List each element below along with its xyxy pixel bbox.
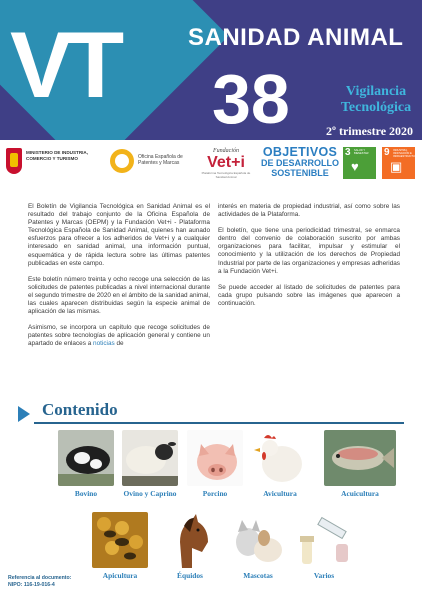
content-item-varios[interactable] [292, 512, 356, 580]
ministerio-name: MINISTERIO DE INDUSTRIA, COMERCIO Y TURISMO [26, 150, 89, 161]
content-item-avicultura[interactable] [248, 430, 312, 498]
sdg-9-label: INDUSTRIA, INNOVACIÓN E INFRAESTRUCTURA [393, 149, 419, 158]
porcino-image[interactable] [187, 430, 243, 486]
content-item-apicultura[interactable] [88, 512, 152, 580]
sheep-icon [122, 430, 178, 486]
bulletin-subtitle [330, 84, 422, 116]
acuicultura-image[interactable] [324, 430, 396, 486]
sdg-3-number: 3 [345, 147, 351, 158]
subtitle-line-2: Tecnológica [340, 100, 412, 115]
mascotas-label: Mascotas [243, 571, 273, 580]
contents-arrow-icon [18, 406, 30, 422]
vet-tagline: Plataforma Tecnológica Española de Sanidad Animal [201, 171, 251, 179]
reference-label: Referencia al documento: [8, 575, 72, 581]
noticias-link[interactable]: noticias [93, 340, 115, 348]
content-item-acuicultura[interactable] [324, 430, 396, 498]
acuicultura-label: Acuicultura [341, 489, 379, 498]
content-item-mascotas[interactable] [226, 512, 290, 580]
issue-number: 38 [212, 60, 290, 138]
intro-paragraph-1: El Boletín de Vigilancia Tecnológica en Sanidad Animal es el resultado del trabajo conjunto de la Oficina Española de Patentes y Marcas (OEPM) y la Fundación Vet+i - Plataforma Tecnológica Española de Sanidad Animal, quienes han aunado esfuerzos para ofrecer a los adheridos de Vet+i y a cualquier interesado en sanidad animal, una información puntual, esquemática y de rápida lectura sobre las últimas patentes publicadas en este campo. [28, 203, 210, 267]
avicultura-image[interactable] [252, 430, 308, 486]
contents-title: Contenido [42, 400, 118, 419]
bee-icon [92, 512, 148, 568]
header-band [0, 0, 422, 140]
varios-image[interactable] [296, 512, 352, 568]
ovino-label: Ovino y Caprino [123, 489, 177, 498]
sdg-9-number: 9 [384, 147, 390, 158]
vet-name: Vet+i [207, 154, 245, 171]
content-item-bovino[interactable] [54, 430, 118, 498]
period-label: 2º trimestre 2020 [326, 124, 414, 138]
subtitle-line-1: Vigilancia [345, 84, 407, 99]
vet-prefix: Fundación [213, 148, 239, 154]
content-item-ovino-caprino[interactable] [118, 430, 182, 498]
equidos-label: Équidos [177, 571, 203, 580]
oepm-logo[interactable] [110, 148, 188, 176]
varios-label: Varios [313, 571, 335, 580]
ods-line-2: DE DESARROLLO [260, 158, 339, 168]
sdg-3-badge[interactable] [343, 147, 376, 179]
bulletin-title: SANIDAD ANIMAL [188, 24, 404, 51]
intro-paragraph-4: interés en materia de propiedad industrial, así como sobre las actividades de la Plataforma. [218, 203, 400, 219]
equidos-image[interactable] [162, 512, 218, 568]
p3-start: Asimismo, se incorpora un capítulo que recoge solicitudes de patentes sobre tecnologías de aplicación general y contiene un apartado de enlaces a [28, 324, 210, 348]
intro-paragraph-5: El boletín, que tiene una periodicidad trimestral, se enmarca dentro del convenio de colaboración suscrito por ambas organizaciones para facilitar, impulsar y estimular el conocimiento y la utilización de los derechos de Propiedad Industrial por parte de las organizaciones y empresas adheridas a la Fundación Vet+i. [218, 227, 400, 275]
intro-column-right [218, 203, 400, 316]
spain-crest-icon [6, 148, 22, 174]
cow-icon [58, 430, 114, 486]
ministerio-logo[interactable] [6, 146, 106, 176]
cubes-icon: ▣ [390, 159, 403, 174]
apicultura-image[interactable] [92, 512, 148, 568]
content-item-equidos[interactable] [158, 512, 222, 580]
ods-line-3: SOSTENIBLE [271, 168, 329, 178]
bovino-label: Bovino [74, 489, 98, 498]
sdg-9-badge[interactable] [382, 147, 419, 179]
bovino-image[interactable] [58, 430, 114, 486]
heartbeat-icon: ♥ [351, 159, 359, 174]
syringe-icon [296, 512, 352, 568]
horse-icon [162, 512, 218, 568]
intro-paragraph-3 [28, 324, 210, 348]
intro-column-left [28, 203, 210, 357]
sdg-3-label: SALUD Y BIENESTAR [354, 149, 369, 155]
p3-end: de [114, 340, 124, 348]
document-reference [8, 575, 71, 589]
vt-brand: VT [10, 12, 119, 117]
vet-logo[interactable] [196, 148, 256, 178]
apicultura-label: Apicultura [102, 571, 138, 580]
avicultura-label: Avicultura [263, 489, 297, 498]
ovino-image[interactable] [122, 430, 178, 486]
ods-line-1: OBJETIVOS [262, 145, 338, 159]
fish-icon [324, 430, 396, 486]
chicken-icon [252, 430, 308, 486]
contents-divider [34, 422, 404, 424]
intro-paragraph-2: Este boletín número treinta y ocho recoge una selección de las solicitudes de patentes publicadas a nivel internacional durante el segundo trimestre de 2020 en el ámbito de la sanidad animal, las cuales aparecen distribuidas según la especie animal de aplicación de las mismas. [28, 275, 210, 316]
nipo-number: NIPO: 116-19-016-4 [8, 581, 55, 588]
ods-logo[interactable] [260, 146, 340, 180]
pet-icon [230, 512, 286, 568]
mascotas-image[interactable] [230, 512, 286, 568]
intro-paragraph-6: Se puede acceder al listado de solicitudes de patentes para cada grupo pulsando sobre las imágenes que aparecen a continuación. [218, 283, 400, 307]
pig-icon [187, 430, 243, 486]
content-item-porcino[interactable] [183, 430, 247, 498]
oepm-emblem-icon [110, 149, 134, 173]
oepm-name: Oficina Española de Patentes y Marcas [138, 154, 183, 166]
porcino-label: Porcino [202, 489, 228, 498]
